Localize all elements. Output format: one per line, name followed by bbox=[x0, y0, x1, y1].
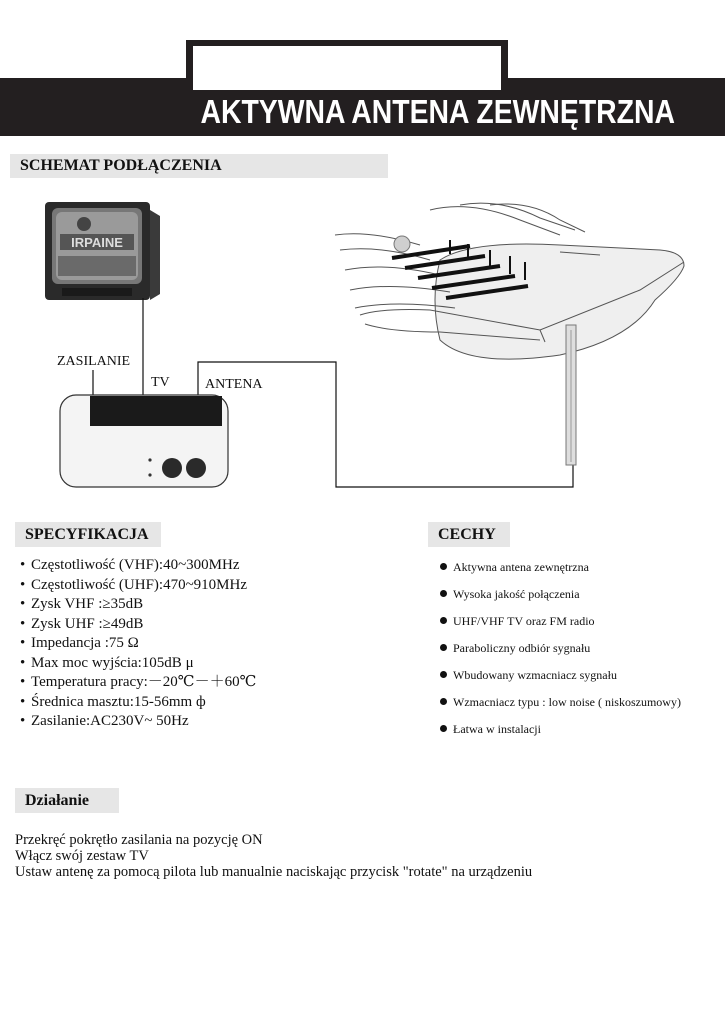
feature-item: Wzmacniacz typu : low noise ( niskoszumowy) bbox=[440, 693, 681, 720]
specs-list bbox=[20, 556, 256, 732]
spec-item: • Temperatura pracy:－20℃－＋60℃ bbox=[20, 674, 257, 690]
instruction-line: Przekręć pokrętło zasilania na pozycję ON bbox=[15, 832, 263, 848]
feature-item: UHF/VHF TV oraz FM radio bbox=[440, 612, 681, 639]
bullet-icon bbox=[440, 644, 447, 651]
header-tab bbox=[186, 40, 508, 95]
spec-item: • Max moc wyjścia:105dB μ bbox=[20, 654, 194, 671]
spec-item: • Impedancja :75 Ω bbox=[20, 635, 139, 651]
svg-text:IRPAINE: IRPAINE bbox=[71, 235, 123, 250]
operation-heading: Działanie bbox=[15, 788, 119, 813]
header-tab-blank bbox=[193, 46, 501, 90]
instruction-line: Włącz swój zestaw TV bbox=[15, 848, 149, 864]
specs-heading: SPECYFIKACJA bbox=[15, 522, 161, 547]
features-heading: CECHY bbox=[428, 522, 510, 547]
instruction-line: Ustaw antenę za pomocą pilota lub manualnie naciskając przycisk "rotate" na urządzeniu bbox=[15, 864, 533, 880]
bullet-icon bbox=[440, 563, 447, 570]
features-list bbox=[440, 558, 681, 747]
label-power: ZASILANIE bbox=[57, 354, 131, 369]
label-tv: TV bbox=[151, 375, 170, 390]
label-antenna: ANTENA bbox=[205, 377, 263, 392]
spec-item: • Częstotliwość (UHF):470~910MHz bbox=[20, 576, 248, 593]
bullet-icon bbox=[440, 698, 447, 705]
antenna-icon bbox=[335, 203, 684, 465]
spec-item: • Zysk UHF :≥49dB bbox=[20, 615, 144, 632]
feature-item: Paraboliczny odbiór sygnału bbox=[440, 639, 681, 666]
spec-item: • Zysk VHF :≥35dB bbox=[20, 596, 144, 612]
bullet-icon bbox=[440, 725, 447, 732]
connection-diagram bbox=[0, 190, 725, 510]
operation-instructions bbox=[15, 832, 532, 880]
page-title: AKTYWNA ANTENA ZEWNĘTRZNA bbox=[200, 93, 675, 130]
feature-item: Łatwa w instalacji bbox=[440, 720, 681, 747]
connection-heading: SCHEMAT PODŁĄCZENIA bbox=[10, 154, 388, 178]
spec-item: • Zasilanie:AC230V~ 50Hz bbox=[20, 713, 189, 729]
bullet-icon bbox=[440, 590, 447, 597]
spec-item: • Średnica masztu:15-56mm ф bbox=[20, 693, 206, 710]
diagram-svg bbox=[0, 190, 725, 510]
tv-icon bbox=[45, 202, 160, 300]
spec-item: • Częstotliwość (VHF):40~300MHz bbox=[20, 557, 240, 573]
feature-item: Wbudowany wzmacniacz sygnału bbox=[440, 666, 681, 693]
bullet-icon bbox=[440, 671, 447, 678]
feature-item: Aktywna antena zewnętrzna bbox=[440, 558, 681, 585]
bullet-icon bbox=[440, 617, 447, 624]
feature-item: Wysoka jakość połączenia bbox=[440, 585, 681, 612]
power-box-icon bbox=[60, 395, 228, 487]
